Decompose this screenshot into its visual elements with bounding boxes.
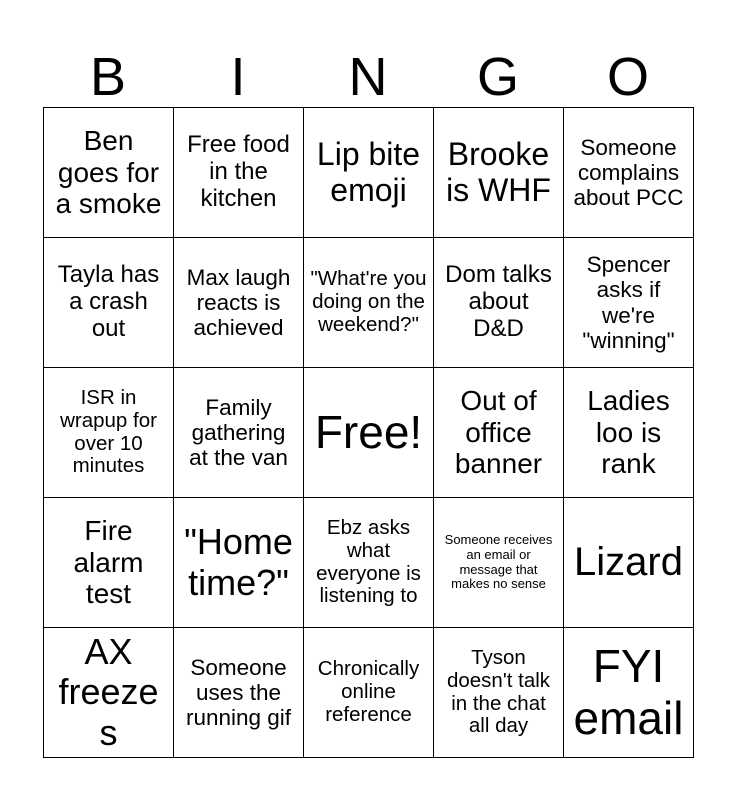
bingo-cell[interactable]	[174, 498, 304, 628]
cell-text: Max laugh reacts is achieved	[186, 264, 291, 341]
bingo-cell[interactable]	[564, 368, 694, 498]
bingo-cell[interactable]	[564, 108, 694, 238]
cell-text: Spencer asks if we're "winning"	[582, 252, 675, 353]
bingo-row	[44, 108, 694, 238]
cell-text: Free food in the kitchen	[187, 131, 290, 212]
bingo-cell[interactable]	[434, 238, 564, 368]
cell-text: Tyson doesn't talk in the chat all day	[446, 645, 551, 738]
cell-text: ISR in wrapup for over 10 minutes	[60, 385, 157, 478]
bingo-cell[interactable]	[174, 108, 304, 238]
cell-text: Ben goes for a smoke	[55, 125, 162, 220]
bingo-cell[interactable]	[174, 238, 304, 368]
bingo-cell[interactable]	[44, 238, 174, 368]
bingo-cell[interactable]	[434, 628, 564, 758]
bingo-cell[interactable]	[564, 498, 694, 628]
cell-text: Ebz asks what everyone is listening to	[316, 515, 421, 608]
cell-text: Lizard	[574, 540, 683, 585]
free-space-cell[interactable]	[304, 368, 434, 498]
bingo-cell[interactable]	[44, 368, 174, 498]
cell-text: Lip bite emoji	[316, 135, 421, 208]
cell-text: FYI email	[573, 639, 684, 744]
cell-text: Ladies loo is rank	[587, 385, 670, 480]
cell-text: Fire alarm test	[73, 515, 144, 610]
header-letter-b: B	[89, 47, 127, 107]
free-space-text: Free!	[314, 405, 423, 458]
bingo-cell[interactable]	[434, 498, 564, 628]
bingo-cell[interactable]	[44, 498, 174, 628]
bingo-row	[44, 498, 694, 628]
bingo-cell[interactable]	[304, 498, 434, 628]
bingo-header	[43, 46, 693, 108]
header-letter-i: I	[230, 47, 246, 107]
bingo-cell[interactable]	[564, 238, 694, 368]
header-letter-n: N	[348, 47, 388, 107]
bingo-cell[interactable]	[434, 108, 564, 238]
bingo-cell[interactable]	[304, 108, 434, 238]
bingo-cell[interactable]	[174, 628, 304, 758]
header-letter-g: G	[476, 47, 519, 107]
cell-text: AX freezes	[58, 631, 159, 753]
cell-text: Someone complains about PCC	[573, 134, 684, 211]
cell-text: Someone receives an email or message that makes no sense	[444, 532, 553, 592]
cell-text: "What're you doing on the weekend?"	[310, 267, 427, 336]
cell-text: Someone uses the running gif	[185, 654, 292, 731]
cell-text: Dom talks about D&D	[445, 261, 552, 342]
bingo-cell[interactable]	[304, 628, 434, 758]
cell-text: Brooke is WHF	[446, 135, 551, 208]
cell-text: Out of office banner	[454, 385, 543, 480]
bingo-cell[interactable]	[44, 628, 174, 758]
bingo-cell[interactable]	[564, 628, 694, 758]
bingo-cell[interactable]	[44, 108, 174, 238]
cell-text: Family gathering at the van	[189, 394, 288, 471]
bingo-cell[interactable]	[434, 368, 564, 498]
bingo-row	[44, 238, 694, 368]
bingo-row	[44, 368, 694, 498]
cell-text: Tayla has a crash out	[57, 261, 160, 342]
header-letter-o: O	[606, 47, 649, 107]
bingo-cell[interactable]	[304, 238, 434, 368]
bingo-cell[interactable]	[174, 368, 304, 498]
bingo-row	[44, 628, 694, 758]
bingo-card	[43, 107, 694, 758]
cell-text: Chronically online reference	[317, 657, 420, 726]
cell-text: "Home time?"	[184, 521, 293, 603]
